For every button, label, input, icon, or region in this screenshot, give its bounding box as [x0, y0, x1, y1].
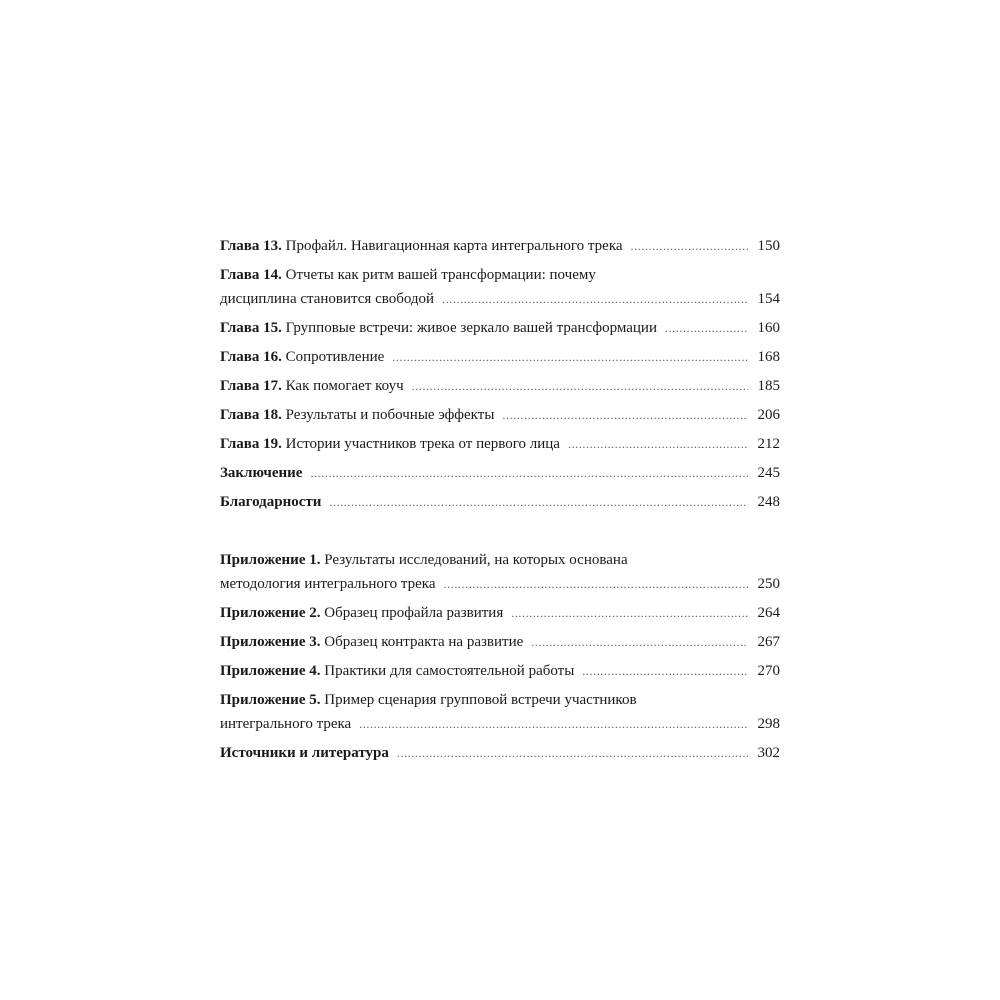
- page-number: 160: [757, 320, 780, 336]
- chapter-title: Истории участников трека от первого лица: [285, 436, 560, 452]
- dot-leader: [511, 601, 748, 625]
- appendix-title-line1: Пример сценария групповой встречи участников: [324, 692, 637, 708]
- page-number: 264: [757, 605, 780, 621]
- toc-entry-appendix-3[interactable]: [220, 630, 780, 654]
- page-number: 245: [757, 465, 780, 481]
- toc-entry-chapter-19[interactable]: [220, 432, 780, 456]
- chapter-title: Как помогает коуч: [285, 378, 404, 394]
- toc-entry-thanks[interactable]: [220, 490, 780, 514]
- appendix-label: Приложение 4.: [220, 663, 321, 679]
- dot-leader: [582, 659, 748, 683]
- appendix-label: Приложение 3.: [220, 634, 321, 650]
- appendix-title-line2: интегрального трека: [220, 716, 352, 732]
- toc-entry-chapter-16[interactable]: [220, 345, 780, 369]
- chapter-label: Глава 14.: [220, 267, 282, 283]
- chapter-title: Результаты и побочные эффекты: [285, 407, 495, 423]
- chapter-label: Глава 16.: [220, 349, 282, 365]
- page-number: 302: [757, 745, 780, 761]
- sources-title: Источники и литература: [220, 745, 389, 761]
- page-number: 298: [757, 716, 780, 732]
- appendix-label: Приложение 2.: [220, 605, 321, 621]
- dot-leader: [392, 345, 748, 369]
- chapter-title: Групповые встречи: живое зеркало вашей трансформации: [285, 320, 657, 336]
- chapter-title: Профайл. Навигационная карта интегрального трека: [285, 238, 623, 254]
- dot-leader: [444, 572, 748, 596]
- dot-leader: [412, 374, 748, 398]
- chapter-label: Глава 17.: [220, 378, 282, 394]
- thanks-title: Благодарности: [220, 494, 322, 510]
- dot-leader: [329, 490, 748, 514]
- toc-entry-conclusion[interactable]: [220, 461, 780, 485]
- dot-leader: [665, 316, 748, 340]
- chapter-label: Глава 18.: [220, 407, 282, 423]
- toc-entry-chapter-18[interactable]: [220, 403, 780, 427]
- conclusion-title: Заключение: [220, 465, 303, 481]
- appendix-title-line1: Результаты исследований, на которых основана: [324, 552, 628, 568]
- toc-entry-appendix-2[interactable]: [220, 601, 780, 625]
- page-number: 270: [757, 663, 780, 679]
- dot-leader: [397, 741, 748, 765]
- toc-entry-chapter-17[interactable]: [220, 374, 780, 398]
- toc-entry-sources[interactable]: [220, 741, 780, 765]
- table-of-contents: [220, 234, 780, 770]
- dot-leader: [631, 234, 748, 258]
- page-number: 168: [757, 349, 780, 365]
- toc-entry-appendix-5[interactable]: [220, 688, 780, 736]
- chapter-label: Глава 15.: [220, 320, 282, 336]
- page-number: 267: [757, 634, 780, 650]
- page-number: 212: [757, 436, 780, 452]
- section-gap: [220, 519, 780, 548]
- dot-leader: [359, 712, 748, 736]
- dot-leader: [568, 432, 748, 456]
- dot-leader: [502, 403, 748, 427]
- appendix-title-line2: методология интегрального трека: [220, 576, 436, 592]
- appendix-title: Образец профайла развития: [324, 605, 504, 621]
- toc-entry-chapter-14[interactable]: [220, 263, 780, 311]
- chapter-label: Глава 13.: [220, 238, 282, 254]
- chapter-label: Глава 19.: [220, 436, 282, 452]
- chapter-title-line2: дисциплина становится свободой: [220, 291, 435, 307]
- page-number: 150: [757, 238, 780, 254]
- page-number: 206: [757, 407, 780, 423]
- toc-entry-chapter-13[interactable]: [220, 234, 780, 258]
- toc-entry-appendix-4[interactable]: [220, 659, 780, 683]
- appendix-title: Образец контракта на развитие: [324, 634, 524, 650]
- appendix-label: Приложение 5.: [220, 692, 321, 708]
- appendix-label: Приложение 1.: [220, 552, 321, 568]
- dot-leader: [442, 287, 748, 311]
- toc-entry-chapter-15[interactable]: [220, 316, 780, 340]
- page-number: 185: [757, 378, 780, 394]
- chapter-title-line1: Отчеты как ритм вашей трансформации: почему: [285, 267, 596, 283]
- appendix-title: Практики для самостоятельной работы: [324, 663, 575, 679]
- toc-entry-appendix-1[interactable]: [220, 548, 780, 596]
- dot-leader: [531, 630, 748, 654]
- chapter-title: Сопротивление: [285, 349, 385, 365]
- page-number: 250: [757, 576, 780, 592]
- dot-leader: [310, 461, 748, 485]
- page-number: 154: [757, 291, 780, 307]
- page-number: 248: [757, 494, 780, 510]
